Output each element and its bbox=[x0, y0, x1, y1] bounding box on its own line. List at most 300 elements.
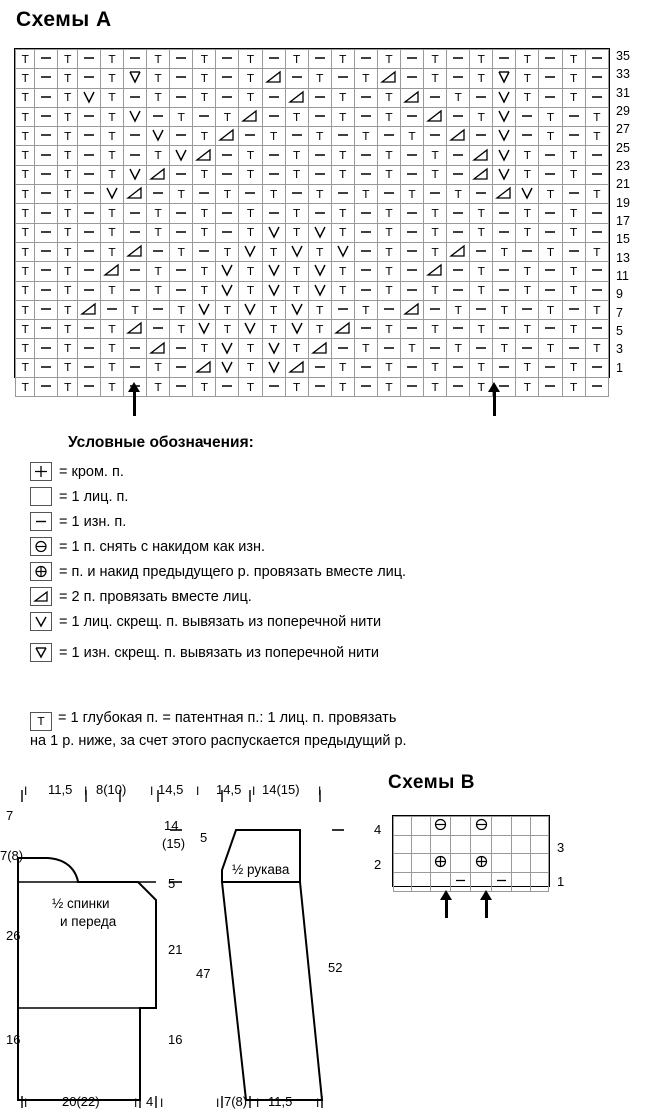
chart-a-cell: T bbox=[562, 320, 585, 339]
chart-a-cell: T bbox=[539, 300, 562, 319]
chart-a-cell bbox=[170, 204, 193, 223]
chart-a-cell: T bbox=[262, 127, 285, 146]
chart-a-cell bbox=[585, 88, 608, 107]
chart-a-cell: T bbox=[16, 242, 35, 261]
chart-a-cell: T bbox=[100, 69, 123, 88]
chart-a-cell: T bbox=[516, 378, 539, 397]
chart-a-cell: T bbox=[193, 223, 216, 242]
legend-deep-stitch-line1: = 1 глубокая п. = патентная п.: 1 лиц. п. провязать bbox=[58, 710, 397, 726]
chart-a-cell bbox=[239, 107, 262, 126]
chart-a-cell: T bbox=[377, 88, 400, 107]
chart-a-cell: T bbox=[147, 204, 170, 223]
chart-a-cell: T bbox=[516, 69, 539, 88]
body-bottom-mark-1: 20(22) bbox=[62, 1094, 100, 1109]
chart-a-cell: T bbox=[424, 223, 447, 242]
chart-a-cell bbox=[377, 185, 400, 204]
chart-a-cell: T bbox=[193, 339, 216, 358]
chart-a-cell: T bbox=[377, 223, 400, 242]
chart-a-row-label: 31 bbox=[616, 85, 630, 100]
chart-a-row-label: 5 bbox=[616, 324, 623, 338]
chart-a-cell: T bbox=[58, 107, 77, 126]
body-left-mark-7: 7 bbox=[6, 808, 14, 823]
sleeve-left-mark-47: 47 bbox=[196, 966, 211, 981]
sleeve-bottom-mark-1: 7(8) bbox=[224, 1094, 248, 1109]
body-right-mark-14: 14 bbox=[164, 818, 179, 833]
chart-a-cell bbox=[216, 223, 239, 242]
chart-a-cell: T bbox=[16, 339, 35, 358]
chart-a-cell: T bbox=[331, 358, 354, 377]
chart-a-cell: T bbox=[424, 204, 447, 223]
chart-a-cell: T bbox=[424, 69, 447, 88]
chart-a-cell: T bbox=[331, 146, 354, 165]
chart-a-cell bbox=[124, 242, 147, 261]
chart-a-row bbox=[16, 378, 609, 397]
chart-a-cell bbox=[170, 146, 193, 165]
chart-a-cell bbox=[562, 107, 585, 126]
chart-a-cell: T bbox=[58, 69, 77, 88]
chart-a-cell bbox=[147, 339, 170, 358]
chart-a-cell: T bbox=[424, 242, 447, 261]
chart-a-cell bbox=[239, 185, 262, 204]
chart-a-cell bbox=[216, 262, 239, 281]
chart-a-cell bbox=[585, 378, 608, 397]
chart-a-cell: T bbox=[585, 107, 608, 126]
legend-item-label: = кром. п. bbox=[59, 463, 124, 480]
chart-a-cell bbox=[447, 50, 470, 69]
body-right-mark-16: 16 bbox=[168, 1032, 183, 1047]
chart-a-cell bbox=[562, 300, 585, 319]
chart-a-row-label: 19 bbox=[616, 195, 630, 210]
chart-a-cell: T bbox=[16, 358, 35, 377]
body-top-mark-2: 8(10) bbox=[96, 782, 127, 797]
chart-a-cell bbox=[216, 378, 239, 397]
chart-a-cell bbox=[493, 281, 516, 300]
chart-a-row bbox=[16, 320, 609, 339]
chart-a-cell: T bbox=[170, 242, 193, 261]
tick: I bbox=[84, 784, 88, 798]
chart-a-cell bbox=[400, 223, 423, 242]
chart-a-cell: T bbox=[100, 242, 123, 261]
chart-a-cell bbox=[331, 339, 354, 358]
chart-a-cell bbox=[424, 262, 447, 281]
chart-a-cell bbox=[124, 127, 147, 146]
chart-a-cell: T bbox=[354, 185, 377, 204]
chart-a-cell bbox=[585, 223, 608, 242]
chart-a-cell bbox=[262, 358, 285, 377]
chart-a-cell: T bbox=[193, 50, 216, 69]
chart-a-cell bbox=[585, 262, 608, 281]
chart-a-cell: T bbox=[400, 185, 423, 204]
chart-a-cell: T bbox=[100, 281, 123, 300]
chart-a-cell: T bbox=[331, 88, 354, 107]
chart-a-cell: T bbox=[147, 88, 170, 107]
chart-a-cell: T bbox=[424, 165, 447, 184]
chart-a-cell bbox=[262, 204, 285, 223]
tick: I bbox=[252, 784, 256, 798]
legend-item bbox=[30, 512, 590, 531]
chart-a-cell: T bbox=[470, 262, 493, 281]
chart-a-cell bbox=[447, 69, 470, 88]
chart-a-cell bbox=[77, 223, 100, 242]
chart-a-grid bbox=[14, 48, 610, 394]
chart-a-cell bbox=[308, 358, 331, 377]
chart-a-cell bbox=[239, 300, 262, 319]
sleeve-left-mark-5: 5 bbox=[200, 830, 208, 845]
chart-a-cell bbox=[239, 242, 262, 261]
chart-a-cell bbox=[331, 242, 354, 261]
chart-a-cell bbox=[193, 146, 216, 165]
chart-a-cell bbox=[170, 50, 193, 69]
chart-a-cell: T bbox=[424, 320, 447, 339]
chart-a-cell bbox=[400, 300, 423, 319]
chart-a-cell bbox=[354, 107, 377, 126]
chart-a-cell bbox=[539, 320, 562, 339]
chart-a-cell bbox=[124, 281, 147, 300]
chart-a-cell: T bbox=[262, 320, 285, 339]
chart-a-cell bbox=[331, 185, 354, 204]
chart-a-cell bbox=[400, 88, 423, 107]
legend-item bbox=[30, 562, 590, 581]
chart-a-cell bbox=[493, 88, 516, 107]
chart-a-row-label: 3 bbox=[616, 342, 623, 357]
chart-a-cell bbox=[400, 242, 423, 261]
chart-a-cell: T bbox=[308, 242, 331, 261]
chart-a-cell: T bbox=[193, 88, 216, 107]
chart-a-cell: T bbox=[16, 88, 35, 107]
chart-a-cell: T bbox=[216, 320, 239, 339]
chart-a-cell bbox=[424, 300, 447, 319]
chart-a-cell bbox=[585, 204, 608, 223]
chart-a-cell bbox=[354, 146, 377, 165]
chart-a-cell: T bbox=[354, 300, 377, 319]
chart-a-cell: T bbox=[516, 50, 539, 69]
chart-a-cell bbox=[216, 339, 239, 358]
chart-a-cell: T bbox=[516, 223, 539, 242]
chart-a-row-label: 11 bbox=[616, 269, 629, 283]
chart-a-cell bbox=[493, 165, 516, 184]
chart-a-cell: T bbox=[285, 378, 308, 397]
chart-a-cell bbox=[35, 242, 58, 261]
chart-a-cell: T bbox=[470, 223, 493, 242]
chart-a-cell bbox=[35, 300, 58, 319]
chart-a-cell: T bbox=[58, 204, 77, 223]
chart-a-cell: T bbox=[447, 300, 470, 319]
chart-a-cell bbox=[193, 300, 216, 319]
chart-a-cell: T bbox=[377, 146, 400, 165]
chart-a-cell bbox=[447, 262, 470, 281]
chart-a-cell: T bbox=[331, 378, 354, 397]
chart-a-cell bbox=[516, 127, 539, 146]
chart-a-cell bbox=[493, 262, 516, 281]
chart-a-cell: T bbox=[331, 262, 354, 281]
chart-a-cell bbox=[493, 223, 516, 242]
chart-a-cell bbox=[308, 107, 331, 126]
chart-a-cell: T bbox=[285, 204, 308, 223]
chart-a-cell bbox=[77, 300, 100, 319]
chart-a-cell: T bbox=[585, 185, 608, 204]
chart-a-cell bbox=[100, 262, 123, 281]
chart-a-cell bbox=[539, 378, 562, 397]
chart-a-cell bbox=[493, 358, 516, 377]
chart-a-cell: T bbox=[400, 127, 423, 146]
chart-a-cell: T bbox=[147, 69, 170, 88]
chart-a-cell: T bbox=[262, 185, 285, 204]
chart-a-cell bbox=[170, 358, 193, 377]
chart-a-cell bbox=[447, 223, 470, 242]
chart-a-cell bbox=[170, 127, 193, 146]
chart-a-row bbox=[16, 107, 609, 126]
chart-a-cell bbox=[35, 204, 58, 223]
chart-a-cell bbox=[124, 262, 147, 281]
chart-a-cell bbox=[470, 165, 493, 184]
chart-a-cell bbox=[354, 281, 377, 300]
chart-a-cell bbox=[216, 69, 239, 88]
chart-a-row-label: 21 bbox=[616, 177, 630, 192]
chart-a-cell: T bbox=[100, 204, 123, 223]
chart-a-cell: T bbox=[193, 69, 216, 88]
chart-a-cell bbox=[193, 107, 216, 126]
chart-a-cell bbox=[262, 378, 285, 397]
chart-a-cell: T bbox=[16, 107, 35, 126]
chart-a-cell bbox=[447, 127, 470, 146]
chart-a-cell bbox=[400, 50, 423, 69]
chart-a-cell bbox=[308, 165, 331, 184]
chart-a-cell: T bbox=[377, 281, 400, 300]
chart-a-cell: T bbox=[424, 146, 447, 165]
chart-a-cell: T bbox=[216, 107, 239, 126]
chart-a-cell: T bbox=[124, 300, 147, 319]
legend-deep-stitch bbox=[30, 708, 630, 752]
chart-a-cell bbox=[539, 165, 562, 184]
chart-a-cell: T bbox=[147, 378, 170, 397]
chart-a-cell: T bbox=[16, 204, 35, 223]
chart-a-cell: T bbox=[447, 88, 470, 107]
chart-a-cell bbox=[424, 185, 447, 204]
chart-a-row bbox=[16, 204, 609, 223]
chart-a-cell bbox=[539, 358, 562, 377]
chart-a-cell: T bbox=[377, 320, 400, 339]
tick: I bbox=[24, 784, 28, 798]
m1-knit-twisted-icon bbox=[30, 612, 52, 631]
chart-a-cell bbox=[147, 320, 170, 339]
chart-a-cell bbox=[354, 358, 377, 377]
chart-a-cell bbox=[447, 320, 470, 339]
chart-a-cell bbox=[308, 378, 331, 397]
chart-a-cell: T bbox=[100, 127, 123, 146]
chart-a-cell: T bbox=[470, 204, 493, 223]
chart-a-cell: T bbox=[58, 358, 77, 377]
chart-a-cell bbox=[77, 358, 100, 377]
chart-a-cell: T bbox=[262, 300, 285, 319]
body-top-mark-3: 14,5 bbox=[158, 782, 184, 797]
chart-a-cell bbox=[516, 300, 539, 319]
chart-a-cell bbox=[285, 358, 308, 377]
chart-a-cell bbox=[77, 127, 100, 146]
chart-a-cell: T bbox=[377, 378, 400, 397]
deep-stitch-icon: T bbox=[30, 712, 52, 731]
chart-a-cell: T bbox=[100, 378, 123, 397]
chart-a-cell: T bbox=[16, 223, 35, 242]
chart-a-cell: T bbox=[58, 262, 77, 281]
chart-a-cell bbox=[262, 88, 285, 107]
chart-a-cell bbox=[400, 146, 423, 165]
chart-a-cell: T bbox=[16, 185, 35, 204]
chart-a-cell: T bbox=[16, 300, 35, 319]
chart-a-cell: T bbox=[447, 339, 470, 358]
chart-b-title: Схемы В bbox=[388, 772, 475, 793]
chart-b-label-2: 2 bbox=[374, 857, 382, 872]
chart-a-row-label: 15 bbox=[616, 232, 630, 247]
chart-a-cell bbox=[562, 127, 585, 146]
tick: I bbox=[256, 1096, 260, 1110]
chart-a-cell bbox=[493, 69, 516, 88]
legend-item bbox=[30, 643, 590, 662]
chart-a-cell bbox=[35, 50, 58, 69]
chart-a-cell bbox=[262, 69, 285, 88]
chart-a-cell: T bbox=[400, 339, 423, 358]
chart-a-cell bbox=[539, 204, 562, 223]
chart-a-cell: T bbox=[16, 50, 35, 69]
chart-a-cell: T bbox=[539, 107, 562, 126]
kromka-icon bbox=[30, 462, 52, 481]
chart-a-cell: T bbox=[562, 69, 585, 88]
chart-a-cell bbox=[124, 50, 147, 69]
tick: I bbox=[318, 784, 322, 798]
chart-a-cell: T bbox=[562, 50, 585, 69]
chart-a-cell: T bbox=[470, 320, 493, 339]
chart-a-cell bbox=[124, 165, 147, 184]
chart-a-cell bbox=[539, 69, 562, 88]
chart-a-row-label: 27 bbox=[616, 122, 630, 137]
chart-a-cell bbox=[170, 223, 193, 242]
chart-a-cell: T bbox=[285, 223, 308, 242]
chart-a-cell: T bbox=[239, 358, 262, 377]
chart-a-cell: T bbox=[308, 300, 331, 319]
chart-a-cell bbox=[193, 320, 216, 339]
sleeve-right-mark-52: 52 bbox=[328, 960, 343, 975]
chart-a-cell bbox=[262, 281, 285, 300]
chart-a-cell: T bbox=[193, 262, 216, 281]
chart-a-cell bbox=[170, 262, 193, 281]
chart-a-row bbox=[16, 223, 609, 242]
chart-a-cell: T bbox=[562, 223, 585, 242]
chart-a-cell: T bbox=[58, 50, 77, 69]
chart-a-cell bbox=[262, 50, 285, 69]
chart-a-cell bbox=[470, 146, 493, 165]
chart-a-cell: T bbox=[147, 146, 170, 165]
chart-a-cell bbox=[77, 165, 100, 184]
chart-a-cell: T bbox=[331, 165, 354, 184]
chart-a-cell bbox=[400, 358, 423, 377]
chart-a-cell bbox=[170, 88, 193, 107]
chart-a-cell bbox=[100, 300, 123, 319]
chart-a-cell: T bbox=[16, 127, 35, 146]
chart-a-cell: T bbox=[424, 281, 447, 300]
chart-a-cell: T bbox=[470, 50, 493, 69]
chart-a-cell: T bbox=[331, 281, 354, 300]
chart-a-cell: T bbox=[239, 69, 262, 88]
chart-a-cell bbox=[516, 185, 539, 204]
chart-a-cell bbox=[124, 223, 147, 242]
chart-a-cell bbox=[239, 127, 262, 146]
chart-a-cell: T bbox=[539, 185, 562, 204]
chart-a-cell bbox=[470, 185, 493, 204]
chart-a-cell bbox=[585, 69, 608, 88]
chart-a-cell: T bbox=[170, 320, 193, 339]
chart-a-cell bbox=[262, 165, 285, 184]
chart-a-cell: T bbox=[16, 320, 35, 339]
chart-a-cell: T bbox=[377, 107, 400, 126]
chart-a-cell: T bbox=[585, 127, 608, 146]
chart-a-cell bbox=[447, 242, 470, 261]
chart-a-cell bbox=[377, 127, 400, 146]
chart-a-cell bbox=[124, 339, 147, 358]
chart-a-cell bbox=[216, 146, 239, 165]
chart-a-cell bbox=[35, 223, 58, 242]
chart-a-cell bbox=[216, 165, 239, 184]
chart-a-cell: T bbox=[285, 146, 308, 165]
k2tog-icon bbox=[30, 587, 52, 606]
sleeve-top-mark-1: 14,5 bbox=[216, 782, 242, 797]
chart-a-cell bbox=[470, 242, 493, 261]
chart-a-cell bbox=[331, 127, 354, 146]
legend-item bbox=[30, 537, 590, 556]
chart-a-cell bbox=[124, 320, 147, 339]
chart-a-cell bbox=[354, 378, 377, 397]
chart-a-row-label: 13 bbox=[616, 250, 630, 265]
chart-a-cell bbox=[147, 185, 170, 204]
chart-a-cell bbox=[493, 204, 516, 223]
chart-a-cell bbox=[77, 107, 100, 126]
chart-a-cell: T bbox=[147, 281, 170, 300]
chart-a-cell: T bbox=[516, 204, 539, 223]
chart-a-cell: T bbox=[331, 50, 354, 69]
chart-a-cell bbox=[447, 165, 470, 184]
chart-a-cell: T bbox=[470, 378, 493, 397]
body-left-mark-78: 7(8) bbox=[0, 848, 24, 863]
chart-a-cell bbox=[354, 165, 377, 184]
chart-a-row bbox=[16, 339, 609, 358]
chart-a-cell: T bbox=[58, 378, 77, 397]
chart-a-cell bbox=[354, 262, 377, 281]
chart-a-row bbox=[16, 358, 609, 377]
chart-a-cell bbox=[377, 69, 400, 88]
chart-a-cell: T bbox=[516, 165, 539, 184]
chart-a-cell bbox=[493, 185, 516, 204]
chart-a-cell: T bbox=[285, 50, 308, 69]
chart-a-cell bbox=[147, 107, 170, 126]
chart-a-cell: T bbox=[331, 223, 354, 242]
legend-item-label: = 1 п. снять с накидом как изн. bbox=[59, 538, 266, 555]
chart-a-row bbox=[16, 242, 609, 261]
chart-a-cell bbox=[100, 185, 123, 204]
chart-a-row bbox=[16, 300, 609, 319]
repeat-arrow-right bbox=[488, 382, 500, 416]
chart-a-cell bbox=[35, 185, 58, 204]
chart-a-cell: T bbox=[354, 339, 377, 358]
purl-icon bbox=[30, 512, 52, 531]
body-top-mark-1: 11,5 bbox=[48, 782, 73, 797]
chart-a-cell bbox=[216, 358, 239, 377]
chart-a-cell: T bbox=[193, 281, 216, 300]
tick: I bbox=[316, 1096, 320, 1110]
chart-a-cell: T bbox=[239, 281, 262, 300]
legend-item bbox=[30, 612, 590, 631]
chart-a-row-label: 35 bbox=[616, 49, 630, 63]
chart-a-cell bbox=[35, 69, 58, 88]
chart-a-cell: T bbox=[470, 69, 493, 88]
chart-a-cell bbox=[447, 107, 470, 126]
